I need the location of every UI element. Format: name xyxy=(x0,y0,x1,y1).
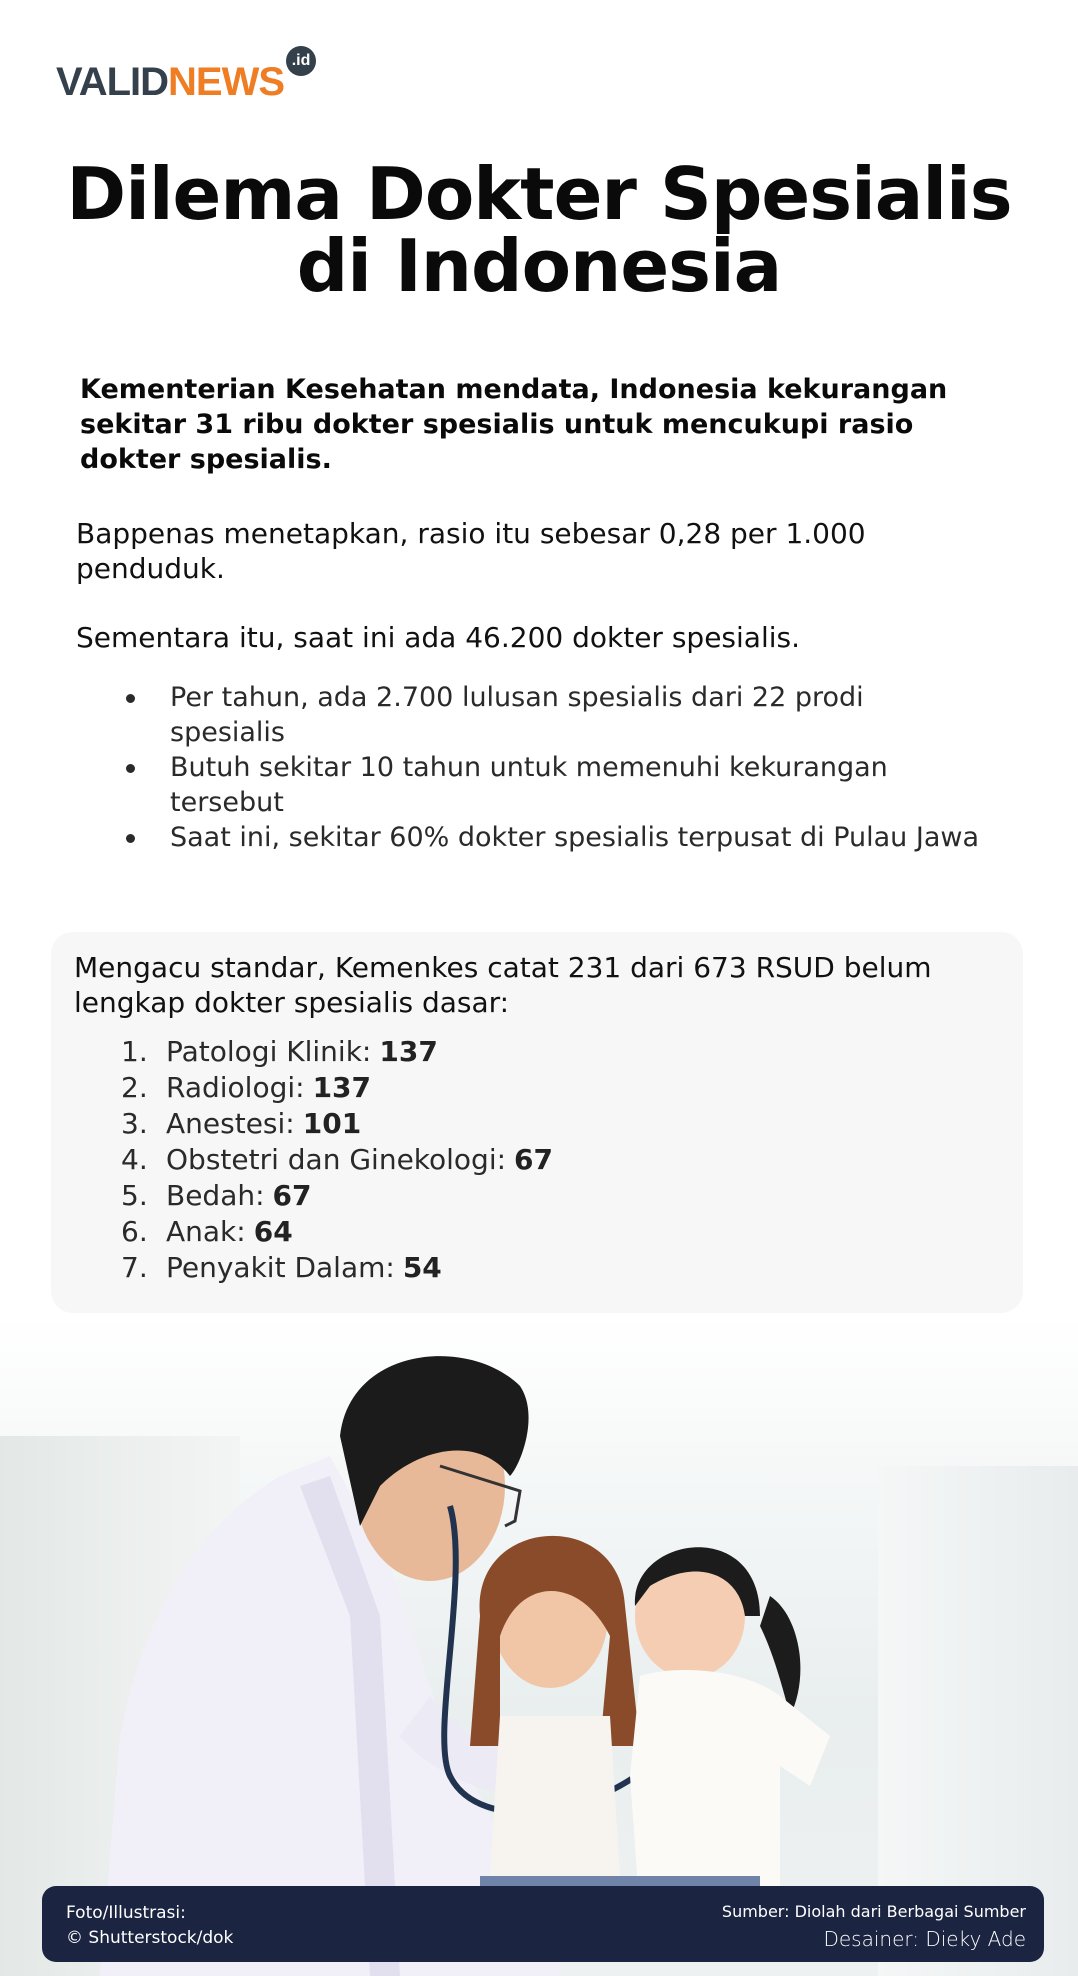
data-source: Sumber: Diolah dari Berbagai Sumber xyxy=(721,1902,1026,1921)
footer-credits-bar xyxy=(42,1886,1044,1962)
photo-credit-source: © Shutterstock/dok xyxy=(66,1928,234,1948)
source-credits xyxy=(722,1900,1026,1954)
rsud-info-box xyxy=(51,932,1023,1313)
photo-credit-label: Foto/Illustrasi: xyxy=(66,1903,186,1923)
bullet-item: Saat ini, sekitar 60% dokter spesialis terpusat di Pulau Jawa xyxy=(126,820,986,855)
validnews-logo xyxy=(56,52,314,102)
lead-paragraph: Kementerian Kesehatan mendata, Indonesia kekurangan sekitar 31 ribu dokter spesialis untuk mencukupi rasio dokter spesialis. xyxy=(80,374,948,475)
bullet-dot-icon xyxy=(126,764,135,773)
doctor-child-photo xyxy=(0,1316,1078,1976)
title-line-1: Dilema Dokter Spesialis xyxy=(66,152,1012,236)
list-item: 7. Penyakit Dalam: 54 xyxy=(121,1251,442,1284)
page-title xyxy=(0,152,1078,308)
bullet-item: Butuh sekitar 10 tahun untuk memenuhi kekurangan tersebut xyxy=(126,750,986,820)
list-item: 6. Anak: 64 xyxy=(121,1215,293,1248)
bullet-dot-icon xyxy=(126,694,135,703)
logo-news-text: NEWS xyxy=(168,60,285,104)
list-item: 1. Patologi Klinik: 137 xyxy=(121,1035,438,1068)
doctor-examining-child-illustration xyxy=(0,1316,1078,1976)
list-item: 4. Obstetri dan Ginekologi: 67 xyxy=(121,1143,554,1176)
list-item: 5. Bedah: 67 xyxy=(121,1179,312,1212)
logo-id-badge: .id xyxy=(286,46,316,76)
bullet-list xyxy=(126,680,986,855)
bullet-dot-icon xyxy=(126,834,135,843)
box-intro: Mengacu standar, Kemenkes catat 231 dari 673 RSUD belum lengkap dokter spesialis dasar: xyxy=(74,951,932,1019)
list-item: 2. Radiologi: 137 xyxy=(121,1071,372,1104)
paragraph-current-count: Sementara itu, saat ini ada 46.200 dokter spesialis. xyxy=(76,621,801,654)
logo-valid-text: VALID xyxy=(56,60,169,104)
photo-credit xyxy=(66,1901,233,1951)
designer-credit: Desainer: Dieky Ade xyxy=(823,1927,1026,1951)
title-line-2: di Indonesia xyxy=(296,224,782,308)
specialist-list xyxy=(121,1034,553,1286)
list-item: 3. Anestesi: 101 xyxy=(121,1107,362,1140)
paragraph-ratio: Bappenas menetapkan, rasio itu sebesar 0,28 per 1.000 penduduk. xyxy=(76,517,866,585)
bullet-item: Per tahun, ada 2.700 lulusan spesialis dari 22 prodi spesialis xyxy=(126,680,986,750)
